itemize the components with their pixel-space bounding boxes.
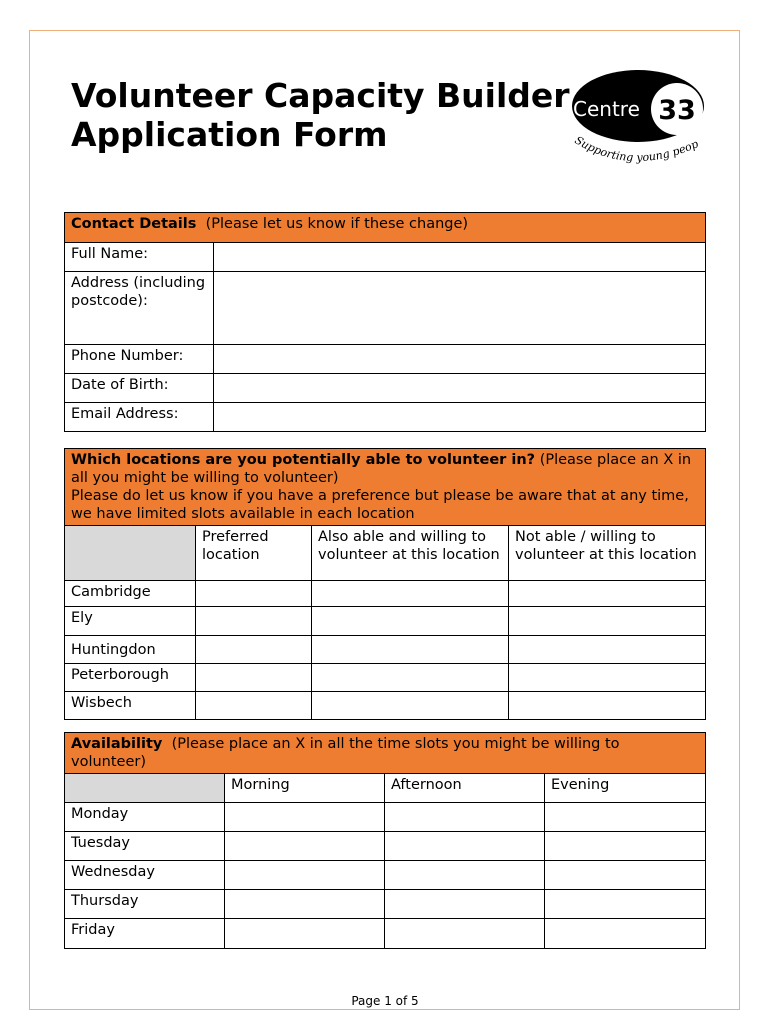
availability-cell[interactable] xyxy=(225,919,385,949)
contact-details-header xyxy=(65,213,706,243)
phone-label: Phone Number: xyxy=(65,345,214,374)
col-afternoon: Afternoon xyxy=(385,774,545,803)
availability-cell[interactable] xyxy=(545,803,706,832)
logo-number: 33 xyxy=(658,95,696,126)
address-label: Address (including postcode): xyxy=(65,272,214,345)
day-row-label: Tuesday xyxy=(65,832,225,861)
contact-note: (Please let us know if these change) xyxy=(205,216,469,232)
locations-heading: Which locations are you potentially able to volunteer in? xyxy=(71,452,536,468)
location-cell[interactable] xyxy=(509,636,706,664)
page-number: Page 1 of 5 xyxy=(351,994,419,1008)
location-cell[interactable] xyxy=(196,664,312,692)
location-row-label: Wisbech xyxy=(65,692,196,720)
title-line-2: Application Form xyxy=(71,115,388,154)
location-row-label: Peterborough xyxy=(65,664,196,692)
day-row-label: Monday xyxy=(65,803,225,832)
contact-details-table xyxy=(64,212,706,432)
phone-field[interactable] xyxy=(214,345,706,374)
col-morning: Morning xyxy=(225,774,385,803)
location-cell[interactable] xyxy=(509,692,706,720)
location-cell[interactable] xyxy=(312,692,509,720)
location-row-label: Cambridge xyxy=(65,581,196,607)
day-row-label: Wednesday xyxy=(65,861,225,890)
availability-cell[interactable] xyxy=(545,832,706,861)
locations-table xyxy=(64,448,706,720)
email-field[interactable] xyxy=(214,403,706,432)
location-row-label: Ely xyxy=(65,607,196,636)
location-cell[interactable] xyxy=(196,581,312,607)
availability-cell[interactable] xyxy=(225,803,385,832)
col-preferred: Preferred location xyxy=(196,526,312,581)
location-cell[interactable] xyxy=(196,636,312,664)
col-not-able: Not able / willing to volunteer at this location xyxy=(509,526,706,581)
full-name-label: Full Name: xyxy=(65,243,214,272)
email-label: Email Address: xyxy=(65,403,214,432)
address-field[interactable] xyxy=(214,272,706,345)
page-title xyxy=(71,76,570,154)
availability-header xyxy=(65,733,706,774)
locations-note-2: Please do let us know if you have a preference but please be aware that at any time, we have limited slots available in each location xyxy=(71,488,689,522)
location-cell[interactable] xyxy=(196,607,312,636)
availability-cell[interactable] xyxy=(385,832,545,861)
availability-cell[interactable] xyxy=(545,919,706,949)
location-cell[interactable] xyxy=(312,664,509,692)
availability-cell[interactable] xyxy=(385,919,545,949)
availability-heading: Availability xyxy=(71,736,163,752)
full-name-field[interactable] xyxy=(214,243,706,272)
logo-tagline: Supporting young peop xyxy=(572,133,701,165)
location-cell[interactable] xyxy=(509,581,706,607)
day-row-label: Thursday xyxy=(65,890,225,919)
location-cell[interactable] xyxy=(312,607,509,636)
availability-corner-cell xyxy=(65,774,225,803)
location-cell[interactable] xyxy=(312,636,509,664)
location-row-label: Huntingdon xyxy=(65,636,196,664)
location-cell[interactable] xyxy=(312,581,509,607)
title-line-1: Volunteer Capacity Builder xyxy=(71,76,570,115)
availability-note: (Please place an X in all the time slots you might be willing to volunteer) xyxy=(71,736,620,770)
col-evening: Evening xyxy=(545,774,706,803)
logo-brand: Centre xyxy=(573,97,640,121)
availability-cell[interactable] xyxy=(225,832,385,861)
contact-heading: Contact Details xyxy=(71,216,197,232)
location-cell[interactable] xyxy=(196,692,312,720)
availability-cell[interactable] xyxy=(385,890,545,919)
day-row-label: Friday xyxy=(65,919,225,949)
dob-field[interactable] xyxy=(214,374,706,403)
availability-cell[interactable] xyxy=(225,890,385,919)
col-also-able: Also able and willing to volunteer at this location xyxy=(312,526,509,581)
availability-table xyxy=(64,732,706,949)
availability-cell[interactable] xyxy=(385,861,545,890)
availability-cell[interactable] xyxy=(545,890,706,919)
location-cell[interactable] xyxy=(509,664,706,692)
centre-33-logo xyxy=(560,68,710,178)
availability-cell[interactable] xyxy=(545,861,706,890)
availability-cell[interactable] xyxy=(385,803,545,832)
dob-label: Date of Birth: xyxy=(65,374,214,403)
locations-corner-cell xyxy=(65,526,196,581)
locations-header xyxy=(65,449,706,526)
location-cell[interactable] xyxy=(509,607,706,636)
availability-cell[interactable] xyxy=(225,861,385,890)
locations-note: (Please place an X in all you might be willing to volunteer) xyxy=(71,452,692,486)
